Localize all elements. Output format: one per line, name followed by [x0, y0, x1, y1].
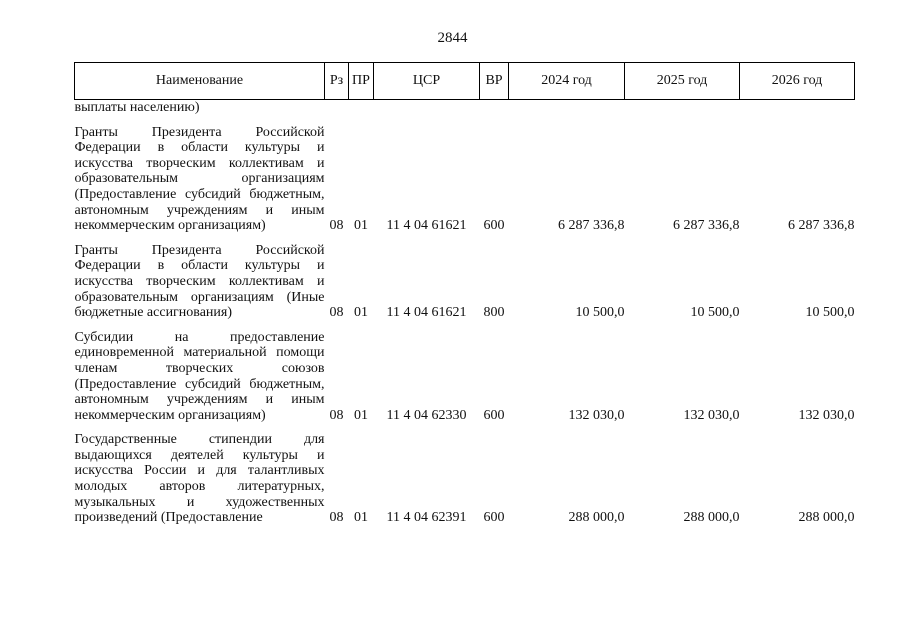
row-name: Субсидии на предоставление единовременной материальной помощи членам творческих союзов (Предоставление субсидий бюджетным, автономным учреждениям и иным некоммерческим организациям) — [74, 329, 325, 423]
row-csr: 11 4 04 62330 — [386, 407, 467, 423]
row-csr: 11 4 04 62391 — [386, 510, 467, 526]
table-header-row — [75, 63, 855, 100]
header-pr: ПР — [349, 63, 374, 100]
header-rz: Рз — [325, 63, 349, 100]
row-2025: 10 500,0 — [690, 305, 740, 321]
header-csr: ЦСР — [374, 63, 480, 100]
row-rz: 08 — [329, 218, 344, 234]
row-2026: 132 030,0 — [798, 407, 855, 423]
table-row — [75, 432, 855, 526]
row-csr: 11 4 04 61621 — [386, 305, 467, 321]
row-2024: 6 287 336,8 — [558, 218, 625, 234]
row-2026: 6 287 336,8 — [788, 218, 855, 234]
row-csr: 11 4 04 61621 — [386, 218, 467, 234]
row-2025: 6 287 336,8 — [673, 218, 740, 234]
continuation-text: выплаты населению) — [74, 100, 200, 115]
row-vr: 600 — [483, 407, 505, 423]
row-2026: 10 500,0 — [805, 305, 855, 321]
header-name: Наименование — [75, 63, 325, 100]
row-2025: 132 030,0 — [683, 407, 740, 423]
budget-table — [74, 62, 855, 526]
row-vr: 600 — [483, 510, 505, 526]
row-rz: 08 — [329, 407, 344, 423]
row-vr: 600 — [483, 218, 505, 234]
row-name: Гранты Президента Российской Федерации в области культуры и искусства творческим коллективам и образовательным организациям (Иные бюджетные ассигнования) — [74, 242, 325, 321]
row-2024: 132 030,0 — [568, 407, 625, 423]
continuation-row — [75, 100, 855, 116]
row-pr: 01 — [354, 218, 368, 234]
row-pr: 01 — [354, 305, 368, 321]
row-2026: 288 000,0 — [798, 510, 855, 526]
row-pr: 01 — [354, 510, 368, 526]
row-2024: 288 000,0 — [568, 510, 625, 526]
table-row — [75, 243, 855, 321]
header-vr: ВР — [480, 63, 509, 100]
row-rz: 08 — [329, 305, 344, 321]
header-2024: 2024 год — [509, 63, 625, 100]
row-name: Гранты Президента Российской Федерации в области культуры и искусства творческим коллективам и образовательным организациям (Предоставление субсидий бюджетным, автономным учреждениям и иным некоммерческим организациям) — [74, 124, 325, 234]
table-row — [75, 330, 855, 424]
page-number: 2844 — [437, 30, 468, 46]
row-2025: 288 000,0 — [683, 510, 740, 526]
row-2024: 10 500,0 — [575, 305, 625, 321]
header-2026: 2026 год — [740, 63, 855, 100]
row-name: Государственные стипендии для выдающихся деятелей культуры и искусства России и для талантливых молодых авторов литературных, музыкальных и художественных произведений (Предоставление — [74, 432, 325, 526]
row-rz: 08 — [329, 510, 344, 526]
row-vr: 800 — [483, 305, 505, 321]
header-2025: 2025 год — [625, 63, 740, 100]
row-pr: 01 — [354, 407, 368, 423]
table-row — [75, 125, 855, 234]
